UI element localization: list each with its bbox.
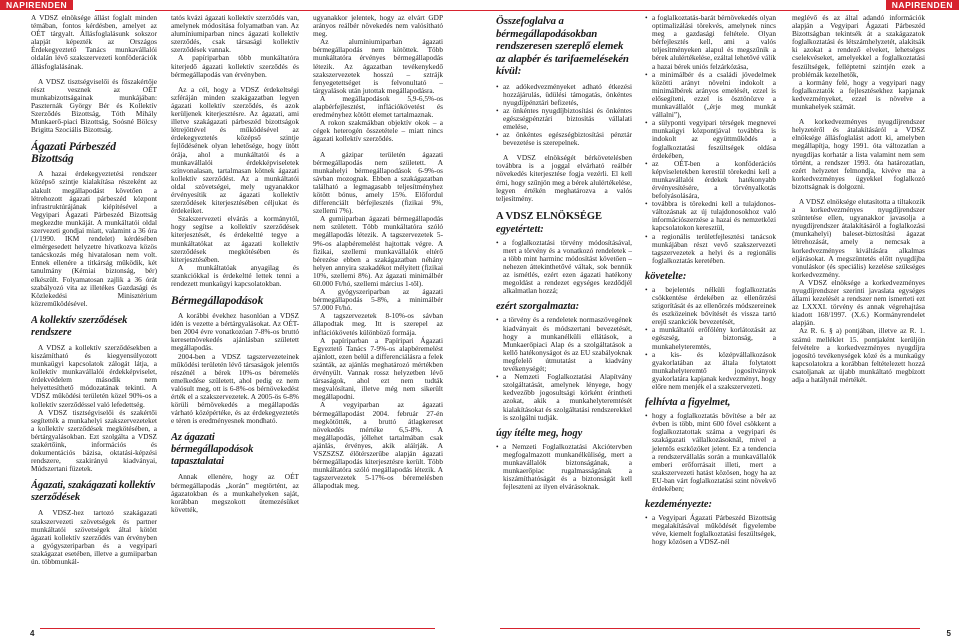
page-header: [0, 0, 959, 10]
paragraph: A VDSZ elnöksége állást foglalt minden témában, fontos kérdésben, amelyet az OÉT tárgyalt. Állásfoglalásunk sokszor alapját képezték az Országos Érdekegyeztető Tanács munkavállalói oldalán lévő szakszervezeti konföderációk állásfoglalásának.: [31, 14, 157, 71]
section-subheading: kezdeményezte:: [645, 499, 713, 511]
bullet-list: [496, 239, 632, 296]
paragraph: Szakszervezeti elvárás a kormánytól, hogy segítse a kollektív szerződések kiterjesztését, és érdekeltté tegye a munkáltatókat az ágazati kollektív szerződések megkötésében és kiterjesztésében.: [171, 214, 299, 264]
header-rule: [95, 10, 859, 11]
list-item: • a törvény és a rendeletek normaszövegének kiadványait és módszertani bevezetését, hogy a munkanélküli ellátások, a Munkaerőpiaci Alap és a szolgáltatások a kellő hatékonyságot és az EU szabályoknak megfelelő útmutatást a kiadvány tevékenységét;: [496, 316, 632, 373]
bullet-list: [645, 412, 776, 493]
paragraph: A VDSZ elnöksége elutasította a tiltakozik a korkedvezményes nyugdíjrendszer szüntetése ellen, ugyanakkor javasolja a nyugdíjrendszer átalakításáról a foglalkozási (munkahelyi) baleset-biztosítási ágazat létrehozását, amely a nemcsak a korkedvezményes kiváltására alkalmas eljárásokat. A megszüntetés előtt nyugdíjba vonuláskor (és speciális) kezelése szükséges korkedvezmény.: [792, 196, 925, 279]
paragraph: A munkáltatóak anyagilag és szankciókkal is érdekeltté lettek tenni a rendezett munkaügyi kapcsolatokban.: [171, 262, 299, 288]
summary-box-list: [496, 83, 632, 148]
list-item: • a sülyponti vegyipari térségek megnevei munkaügyi központjával továbbra is indokolt az együttműködés a foglalkoztatási feszültségek oldása érdekében,: [645, 119, 776, 159]
list-item: • hogy a foglalkoztatás bővítése a bér az évben is több, mint 600 fővel csökkent a foglalkoztatottak száma a vegyipari és szakágazati vállalkozásoknál, mivel a jelentős eszközöket jelent. Ez a tendencia a rendszervállalás során a munkavállalók emberi erőforrásait illeti, mert a szakszervezeti hatást közösen, hogy ha az EU-ban várt foglalkoztatási szint növekvő érdekében;: [645, 412, 776, 493]
paragraph: A gyógyszeriparban az ágazati bérmegállapodás 5-8%, a minimálbér 57.000 Ft/hó.: [313, 287, 443, 313]
bullet-list: [645, 14, 776, 265]
footer-rule-right: [500, 628, 920, 629]
list-item: • továbbra is törekedni kell a tulajdonos-változásnak az új tulajdonosokhoz való információszerzése a hazai és nemzetközi kapcsolatokon keresztül,: [645, 200, 776, 232]
paragraph: A VDSZ a kollektív szerződésekben a kiszámítható és kiegyensúlyozott munkaügyi kapcsolatok zálogát látja, a kollektív munkavállalói érdekképviselet, érdekvédelem második nem helyettesíthető módozatának tekinti. A VDSZ működési területén közel 90%-os a kollektív szerződéssel való lefedettség.: [31, 342, 157, 409]
section-label-right: NAPIRENDEN: [886, 0, 959, 10]
page-number-left: 4: [30, 629, 35, 638]
paragraph: Az alumíniumiparban ágazati bérmegállapodás nem kötöttek. Több munkáltatóra érvényes bérmegállapodás létezik. Az ágazatban tevékenykedő szakszervezetek hosszú – sztrájk fenyegetettséget is felvonultató – tárgyalások után jutottak megállapodásra.: [313, 37, 443, 95]
paragraph: Annak ellenére, hogy az OÉT bérmegállapodás „korán” megtörtént, az ágazatokban és a munkahelyeken saját, korábban megszokott ütemezésüket követték,: [171, 472, 299, 514]
bullet-list: [496, 443, 632, 492]
paragraph: A gumiiparban ágazati bérmegállapodás nem született. Több munkáltatóra szóló megállapodás létezik. A tagszervezetek 5-9%-os alapbéremelést hajtottak végre. A fizikai, szellemi munkavállalók eltérő bérezése ebben a szakágazatban néhány helyen annyira szakadékot mélyített (fizikai 10%, szellemi 8%). Az ágazati minimálbér 60.000 Ft/hó, szellemi március 1-től).: [313, 214, 443, 288]
page-number-right: 5: [946, 629, 951, 638]
footer-rule-left: [40, 628, 435, 629]
paragraph: A korábbi évekhez hasonlóan a VDSZ idén is vezette a bértárgyalásokat. Az OÉT-ben 2004 évre vonatkozóan 7-8%-os bruttó keresetnövekedés ajánlásban született megállapodás.: [171, 311, 299, 353]
paragraph: A VDSZ elnökségét bérkövetelésben továbbra is a joggal elvárható reálbér növekedés kiterjesztése fogja vezérli. El kell érni, hogy szűnjön meg a bérek alulértékelése, legyen értékén meghatározva a valós teljesítmény.: [496, 153, 632, 203]
paragraph: a kormány felé, hogy a vegyipari nagy foglalkoztatók a fejlesztésekhez kapjanak kedvezményeket, ezzel is növelve a munkahelyek számát.: [792, 77, 925, 112]
list-item: • az adókedvezményeket adható étkezési hozzájárulás, üdülési támogatás, önkéntes nyugdíjpénztári befizetés,: [496, 83, 632, 107]
bullet-list: [645, 514, 776, 546]
paragraph: tatós kvázi ágazati kollektív szerződés van, amelynek módosítása folyamatban van. Az alumíniumiparban nincs ágazati kollektív szerződés, csak társasági kollektív szerződések vannak.: [171, 14, 299, 55]
paragraph: ugyanakkor jelentek, hogy az elvárt GDP arányos reálbér növekedés nem valósítható meg.: [313, 14, 443, 39]
paragraph: A VDSZ tisztségviselői és szakértői segítették a munkahelyi szakszervezeteket a kollektív szerződések megkötésében, a bértárgyalásokban. Ezt szolgálta a VDSZ szakértőink, információs és dokumentációs bázisa, oktatási-képzési rendszere, szakirányú kiadványai, Múdszertani füzetek.: [31, 407, 157, 474]
paragraph: A VDSZ tisztségviselői és főszakértője részt vesznek az OÉT munkabizottságainak munkájában: Paszternák György Bér és Kollektív Szerződés Bizottság, Tóth Mihály Munkaerő-piaci Bizottság, Soósné Bölcsy Brigitta Szociális Bizottság.: [31, 76, 157, 135]
paragraph: A VDSZ-hez tartozó szakágazati szakszervezeti szövetségek és partner munkáltatói szövetségek által kötött ágazati kollektív szerződés van érvényben a gyógyszeriparban és a vegyipari szakágazat esetében, illetve a gumiiparban ún. többmunkál-: [31, 508, 157, 566]
paragraph: A rokon szakmákban objektív okok – a cégek heterogén összetétele – miatt nincs ágazati kollektív szerződés.: [313, 118, 443, 144]
paragraph: A VDSZ elnöksége a korkedvezményes nyugdíjrendszer szerinti javaslata egységes állami kezelését a rendszer nem ismerteti ezt az LXXXI. törvény és annak végrehajtása kiadott 168/1997. (X.6.) Kormányrendelet alapján.: [792, 277, 925, 328]
bullet-list: [496, 316, 632, 421]
list-item: • a kis- és középvállalkozások gyakorlatában az általa folytatott munkahelyteremtő jogosítványok gyakorlatára kapjanak kedvezményt, hogy előre nem menjék el a szakszervezeti.: [645, 351, 776, 391]
paragraph: A tagszervezetek 8-10%-os sávban állapodtak meg. Itt is szerepel az inflációkövetés különböző formája.: [313, 311, 443, 337]
paragraph: 2004-ben a VDSZ tagszervezeteinek működési területén lévő társaságok jelentős részénél a bérek 10%-os béremelés emelkedése született, ahol pedig ez nem valósult meg, ott is 6-8%-os bérnövekedést érték el a szakszervezetek. A 2005-ös 6-8% körüli bérnövekedés a megállapodás várható középértéke, és az érdekegyeztetés e téren is eredményesnek mondható.: [171, 351, 299, 426]
column-3: [313, 14, 443, 627]
section-subheading: követelte:: [645, 270, 687, 282]
paragraph: A korkedvezményes nyugdíjrendszer helyzetéről és átalakításáról a VDSZ elnöksége állásfoglalást adott ki, amelyben megállapítja, hogy 1991. óta változatlan a nyugdíjas korhatár a lista valamint nem sem történt, a rendszer 1993. óta határozatlan, ezért helyzetet felmondja, kivéve ma a korkedvezményes ügyekkel foglalkozó bizottságnak is dolgozni.: [792, 117, 925, 191]
section-heading: A kollektív szerződések rendszere: [31, 314, 128, 338]
section-subheading: úgy ítélte meg, hogy: [496, 427, 583, 439]
list-item: • a foglalkoztatás-barát bérnövekedés olyan optimalizálási törekvés, amelynek nincs meg a gazdasági feltétele. Olyan bérfejlesztés kell, ami a valós teljesítményeken alapul és megszűnik a bérek alulértékelése, ezáltal lehetővé válik a hazai bérek uniós felzárkózása,: [645, 14, 776, 71]
paragraph: A megállapodások 5,9-6,5%-os alapbérfejlesztést, inflációkövetést és eredményhez kötött elemet tartalmaznak.: [313, 93, 443, 120]
column-5: [645, 14, 776, 627]
list-item: • a foglalkoztatási törvény módosításával, mert a törvény és a vonatkozó rendeletek – a több mint harminc módosítást követően – nehezen áttekinthetővé váltak, sok bennük az ismétlés, ezért ezen ágazati hatékony megoldást a rendezet egységes kezdődjél alkalmatlan hozzá;: [496, 239, 632, 296]
bullet-list: [645, 286, 776, 391]
list-item: • a Nemzeti Foglalkoztatási Alapítvány szolgáltatását, amelynek lényege, hogy kedvezőbb jogosultsági körként érintheti azokat, akik a munkahelyteremtését kialakításokat és szolgáltatási rendszerekkel is szolgálni tudják.: [496, 373, 632, 422]
section-heading: Az ágazati bérmegállapodások tapasztalatai: [171, 432, 254, 468]
section-heading: A VDSZ ELNÖKSÉGE: [496, 210, 603, 222]
list-item: • a regionális területfejlesztési tanácsok munkájában részt vevő szakszervezeti tagszervezetek a helyi és a regionális foglalkoztatás keretében.: [645, 233, 776, 265]
section-subheading: egyetértett:: [496, 223, 544, 235]
section-heading: Ágazati Párbeszéd Bizottság: [31, 141, 116, 166]
list-item: • az önkéntes egészségbiztosítási pénztár bevezetése is szerepelnek.: [496, 131, 632, 147]
paragraph: A papíriparban a Papíripari Ágazati Egyeztető Tanács 7-9%-os alapbéremelést ajánlott, ezen belül a differenciálásra a felek szánták, az ajánlás meghatározó mértékben érvényült. Vannak rossz helyzetben lévő társaságok, ahol ezt nem tudták megvalósítani, illetve még nem sikerült megállapodni.: [313, 335, 443, 402]
paragraph: meglévő és az által adandó információk alapján a Vegyipari Ágazati Párbeszéd Bizottságban tekintsék át a szakágazatok foglalkoztatási és létszámhelyzetét, alakítsák ki azokat a rendező elveket, lehetséges cselekvéseket, amelyekkel a foglalkoztatási feszültségek, felléptetni szintjén ezek a problémák kezelhetők,: [792, 14, 925, 79]
list-item: • a bejelentés nélküli foglalkoztatás csökkentése érdekében az ellenőrzési szigorítását és az ellenőrzés módszereinek és eszközeinek bővítését és vissza tartó erejű szankciók bevezetését,: [645, 286, 776, 326]
list-item: • a munkáltatói erőfölény korlátozását az egészség, a biztonság, a munkahelyteremtés,: [645, 326, 776, 350]
column-4: [496, 15, 632, 627]
list-item: • az önkéntes nyugdíjbiztosítási és önkéntes egészségpénztári biztosítás vállalati emelése,: [496, 107, 632, 131]
paragraph: Az a cél, hogy a VDSZ érdekeltségi szféráján minden szakágazatban legyen ágazati kollektív szerződés, és azok kerüljenek kiterjesztésre. Az ágazati, ami illetve szakágazati párbeszéd bizottságok létrejöttével és működésével az érdekegyeztetés középső szintje fejlődésének olyan lehetősége, hogy ütött órája, ahol a munkáltatói és a munkavállalói érdekképviseletek színvonalasan, tartalmasan kötnek ágazati kollektív szerződést. Az a munkáltatói oldal szövetségei, mely ugyanakkor érvényesítik az ágazati kollektív szerződések kiterjesztésében céljukat és érdekeiket.: [171, 84, 299, 216]
list-item: • az OÉT-ben a konföderációs képviseletekben kerestül törekedni kell a munkavállalói érdekek hatékonyabb érvényesítésére, a törvényalkotás befolyásolására,: [645, 160, 776, 200]
list-item: • a Vegyipari Ágazati Párbeszéd Bizottság megalakításával működését figyelembe véve, kiemelt foglalkoztatási feszültségek, hogy közösen a VDSZ-nél: [645, 514, 776, 546]
paragraph: A hazai érdekegyeztetési rendszer középső szintje kialakítása részeként az alakult megállapodást követően a létrehozott ágazati párbeszéd központ infrastruktúrájának kiépítésével a Vegyipari Ágazati Párbeszéd Bizottság megkezdte munkáját. A munkáltatói oldal szervezeti gondjai miatt, valamint a 36 óra (1/1990. IKM rendelet) kérdésében elmérgesedett helyzetre hivatkozva közös tanácskozás még hivatalosan nem volt. Ennek ellenére a titkárság működik, két tanulmány (Kémiai biztonság, bér) elkészült. Folyamatosan zajlik a 36 órát szabályozó vita az illetékes Gazdasági és Közlekedési Minisztérium közreműködésével.: [31, 169, 157, 308]
list-item: • a Nemzeti Foglalkoztatási Akciótervben megfogalmazott munkanélküliség, mert a munkavállalók biztonságának, a munkaerőpiac rugalmasságának a kiszámíthatóságát és a biztonságát kell fejleszteni az ilyen elvárásoknak.: [496, 443, 632, 492]
paragraph: A vegyiparban az ágazati bérmegállapodást 2004. február 27-én megkötötték, a bruttó átlagkereset növekedés mértéke 6,5-8%. A megállapodás, jóllehet tartalmában csak ajánlás, érvényes, akik aláírják. A VSZSZSZ élőtérszerűbe alapján ágazati bérmegállapodás kiterjesztésre került. Több munkáltatóra szóló megállapodás létezik. A tagszervezetek 5-17%-os béremelésben állapodtak meg.: [313, 400, 443, 491]
paragraph: A gázipar területén ágazati bérmegállapodás nem született. A munkahelyi bérmegállapodások 6-9%-os sávban mozognak. Ebben a szakágazatban található a legmagasabb teljesítményhez kötött bónus, amely 15%. Előfordul differenciált bérfejlesztés (fizikai 9%, szellemi 7%).: [313, 149, 443, 216]
section-subheading: felhívta a figyelmet,: [645, 397, 731, 409]
column-1: [31, 14, 157, 627]
section-heading: Bérmegállapodások: [171, 295, 264, 308]
summary-box-title: Összefoglalva a bérmegállapodásokban rendszeresen szereplő elemek az alapbér és tarifaemelésekén kívül:: [496, 15, 629, 77]
section-heading: Ágazati, szakágazati kollektív szerződések: [31, 480, 155, 504]
column-2: [171, 14, 299, 627]
section-subheading: ezért szorgalmazta:: [496, 301, 580, 313]
paragraph: A papíriparban több munkáltatóra kiterjedő ágazati kollektív szerződés és bérmegállapodás van érvényben.: [171, 53, 299, 79]
section-label-left: NAPIRENDEN: [0, 0, 73, 10]
list-item: • a minimálbér és a családi jövedelmek közötti arányt növelni indokolt a minimálbérek arányos emelését, ezzel is elősegíteni, ezzel is ösztönözve a munkavállalót („érje meg munkát vállalni”),: [645, 71, 776, 120]
column-6: [792, 14, 925, 627]
paragraph: Az R. 6. § a) pontjában, illetve az R. 1. számú melléklet 15. pontjaként kerüljön felvételre a korkedvezményes nyugdíjra jogosító tevékenységek közé és a munkaügy kapcsolatokra a korábban feltételezett hozzá csatoljanak az újabb munkáltató megbízott adja a hatálynál mértékét.: [792, 326, 925, 385]
